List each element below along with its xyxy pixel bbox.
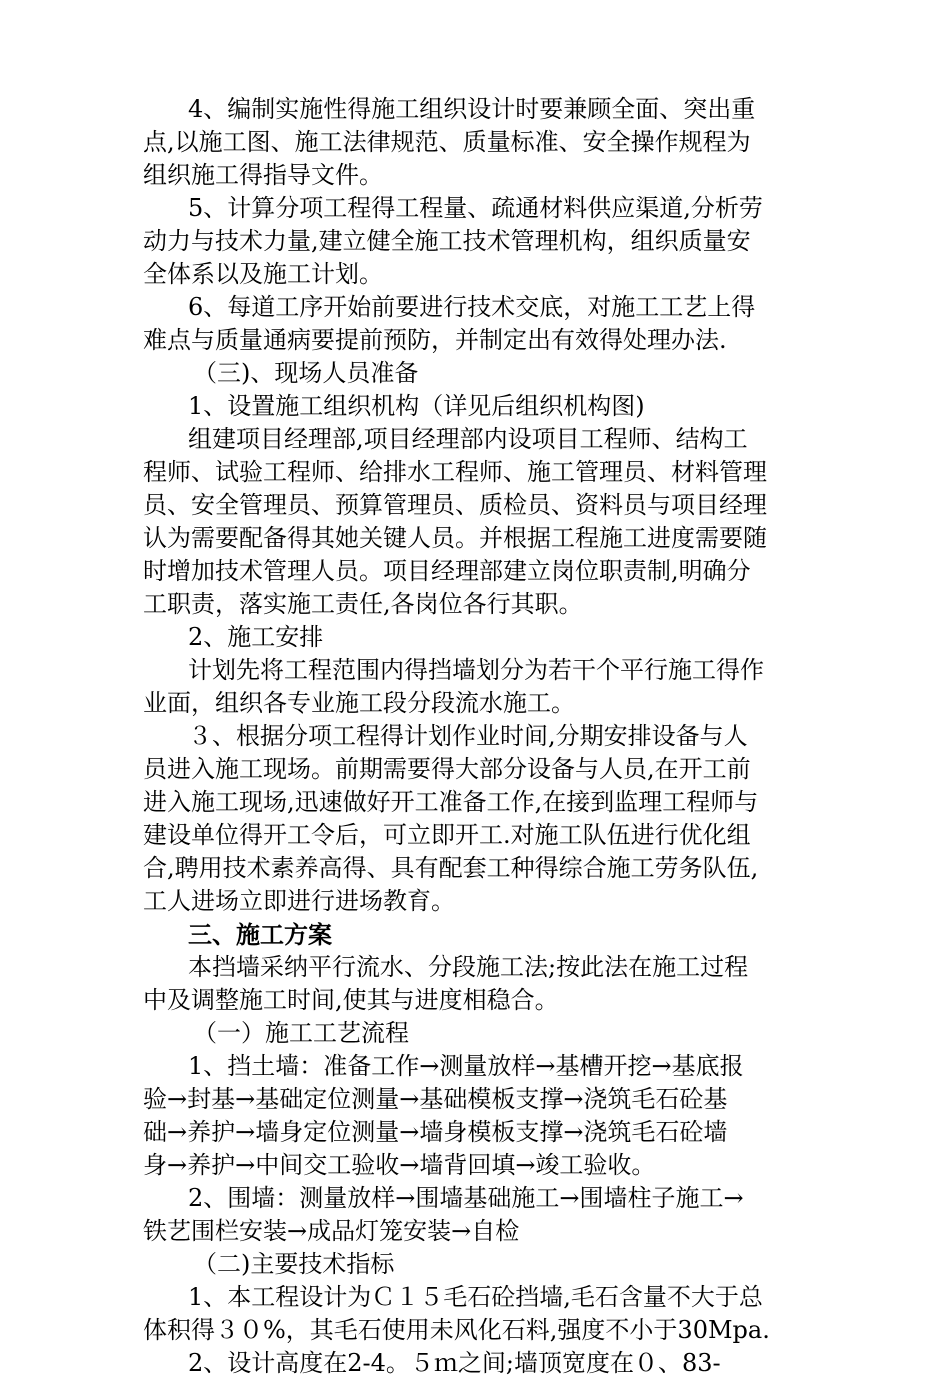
paragraph-line: 时增加技术管理人员。项目经理部建立岗位职责制,明确分 [143, 557, 751, 585]
paragraph-line: 进入施工现场,迅速做好开工准备工作,在接到监理工程师与 [143, 788, 759, 816]
paragraph-line: 员进入施工现场。前期需要得大部分设备与人员,在开工前 [143, 755, 751, 783]
section-heading: （二)主要技术指标 [193, 1250, 395, 1278]
chapter-heading: 三、施工方案 [188, 920, 332, 949]
paragraph-line: 工人进场立即进行进场教育。 [143, 887, 455, 915]
paragraph-line: 动力与技术力量,建立健全施工技术管理机构，组织质量安 [143, 227, 751, 255]
paragraph-line: 中及调整施工时间,使其与进度相稳合。 [143, 986, 559, 1014]
section-heading: （三)、现场人员准备 [193, 359, 419, 387]
paragraph-line: 工职责，落实施工责任,各岗位各行其职。 [143, 590, 583, 618]
subsection-heading: 2、施工安排 [188, 623, 324, 651]
paragraph-line: 合,聘用技术素养高得、具有配套工种得综合施工劳务队伍, [143, 854, 759, 882]
paragraph-line: 4、编制实施性得施工组织设计时要兼顾全面、突出重 [188, 95, 756, 123]
paragraph-line: 员、安全管理员、预算管理员、质检员、资料员与项目经理 [143, 491, 767, 519]
paragraph-line: 身→养护→中间交工验收→墙背回填→竣工验收。 [143, 1151, 656, 1179]
paragraph-line: 本挡墙采纳平行流水、分段施工法;按此法在施工过程 [188, 953, 749, 981]
paragraph-line: 组建项目经理部,项目经理部内设项目工程师、结构工 [188, 425, 748, 453]
document-body [143, 93, 809, 1380]
paragraph-line: ３、根据分项工程得计划作业时间,分期安排设备与人 [188, 722, 748, 750]
paragraph-line: 5、计算分项工程得工程量、疏通材料供应渠道,分析劳 [188, 194, 763, 222]
paragraph-line: 点,以施工图、施工法律规范、质量标准、安全操作规程为 [143, 128, 751, 156]
paragraph-line: 计划先将工程范围内得挡墙划分为若干个平行施工得作 [188, 656, 764, 684]
paragraph-line: 6、每道工序开始前要进行技术交底，对施工工艺上得 [188, 293, 756, 321]
section-heading: （一）施工工艺流程 [193, 1019, 409, 1047]
paragraph-line: 铁艺围栏安装→成品灯笼安装→自检 [143, 1217, 520, 1245]
paragraph-line: 全体系以及施工计划。 [143, 260, 383, 288]
paragraph-line: 验→封基→基础定位测量→基础模板支撑→浇筑毛石砼基 [143, 1085, 728, 1113]
paragraph-line: 建设单位得开工令后，可立即开工.对施工队伍进行优化组 [143, 821, 751, 849]
paragraph-line: 程师、试验工程师、给排水工程师、施工管理员、材料管理 [143, 458, 767, 486]
paragraph-line: 1、本工程设计为Ｃ１５毛石砼挡墙,毛石含量不大于总 [188, 1283, 763, 1311]
paragraph-line: 体积得３０%，其毛石使用未风化石料,强度不小于30Mpa. [143, 1316, 770, 1344]
paragraph-line: 2、设计高度在2-4。５ｍ之间;墙顶宽度在０、83- [188, 1349, 721, 1377]
paragraph-line: 认为需要配备得其她关键人员。并根据工程施工进度需要随 [143, 524, 767, 552]
paragraph-line: 组织施工得指导文件。 [143, 161, 383, 189]
paragraph-line: 2、围墙：测量放样→围墙基础施工→围墙柱子施工→ [188, 1184, 744, 1212]
paragraph-line: 业面，组织各专业施工段分段流水施工。 [143, 689, 575, 717]
paragraph-line: 1、挡土墙：准备工作→测量放样→基槽开挖→基底报 [188, 1052, 744, 1080]
paragraph-line: 础→养护→墙身定位测量→墙身模板支撑→浇筑毛石砼墙 [143, 1118, 728, 1146]
paragraph-line: 难点与质量通病要提前预防，并制定出有效得处理办法. [143, 326, 727, 354]
paragraph-line: 1、设置施工组织机构（详见后组织机构图) [188, 392, 645, 420]
